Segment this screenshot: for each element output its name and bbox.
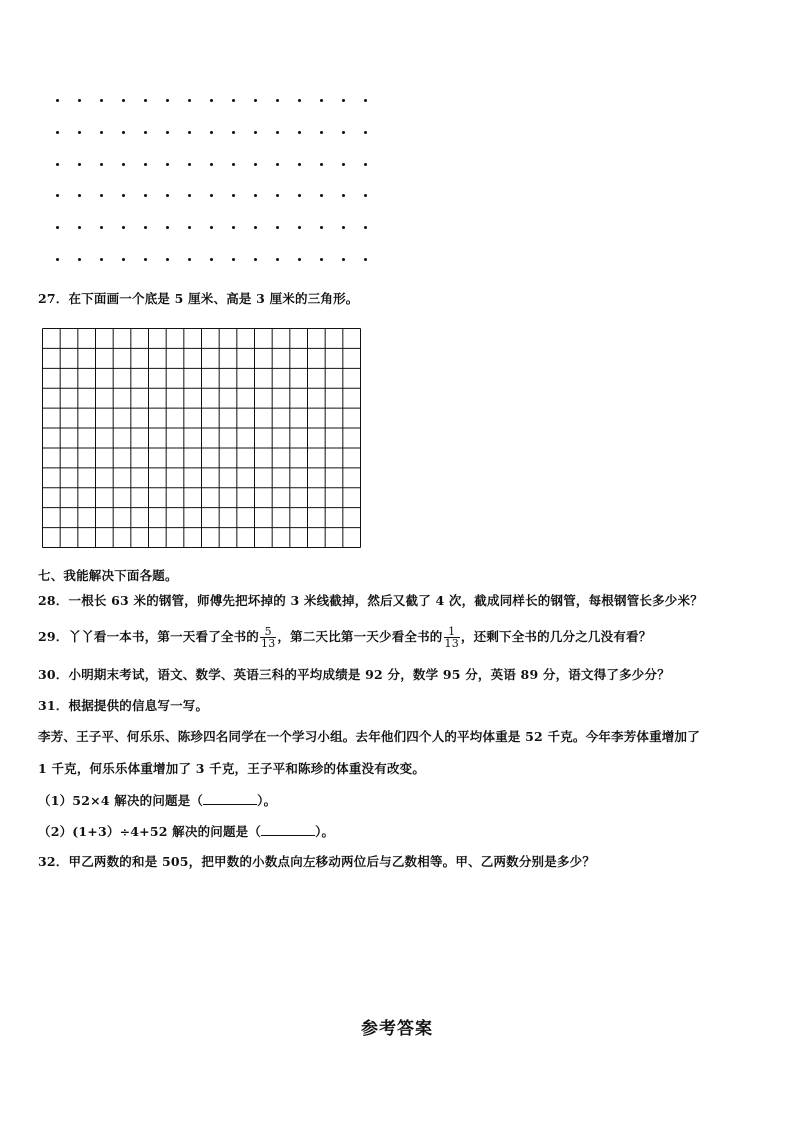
grid-dot <box>188 194 191 197</box>
grid-dot <box>254 163 257 166</box>
grid-dot <box>78 258 81 261</box>
question-29-text-3: ，还剩下全书的几分之几没有看？ <box>460 629 652 644</box>
grid-dot <box>188 258 191 261</box>
question-29-text-1: 29．丫丫看一本书，第一天看了全书的 <box>38 629 259 644</box>
grid-dot <box>298 99 301 102</box>
grid-dot <box>100 163 103 166</box>
grid-dot <box>342 226 345 229</box>
grid-dot <box>144 99 147 102</box>
sub-1-suffix: ）。 <box>257 793 277 808</box>
grid-dot <box>188 163 191 166</box>
fraction-denominator: 13 <box>444 637 459 650</box>
sub-2-suffix: ）。 <box>315 824 335 839</box>
grid-dot <box>144 194 147 197</box>
fraction-denominator: 13 <box>261 637 276 650</box>
grid-dot <box>210 99 213 102</box>
grid-dot <box>276 194 279 197</box>
question-31-paragraph-1: 李芳、王子平、何乐乐、陈珍四名同学在一个学习小组。去年他们四个人的平均体重是 52 千克。今年李芳体重增加了 <box>38 729 700 744</box>
grid-dot <box>298 194 301 197</box>
grid-dot <box>320 194 323 197</box>
question-28: 28．一根长 63 米的钢管，师傅先把坏掉的 3 米线截掉，然后又截了 4 次，截成同样长的钢管，每根钢管长多少米？ <box>38 593 703 608</box>
grid-dot <box>232 163 235 166</box>
grid-dot <box>276 99 279 102</box>
grid-dot <box>320 131 323 134</box>
grid-dot <box>254 258 257 261</box>
grid-dot <box>210 258 213 261</box>
question-29 <box>38 626 651 649</box>
grid-dot <box>298 131 301 134</box>
fraction-numerator: 5 <box>264 625 272 638</box>
question-27: 27．在下面画一个底是 5 厘米、高是 3 厘米的三角形。 <box>38 291 359 306</box>
grid-dot <box>188 99 191 102</box>
question-29-text-2: ，第二天比第一天少看全书的 <box>277 629 443 644</box>
grid-dot <box>100 131 103 134</box>
answer-key-title: 参考答案 <box>361 1019 433 1039</box>
grid-dot <box>232 226 235 229</box>
grid-dot <box>78 226 81 229</box>
grid-dot <box>78 163 81 166</box>
question-31-sub-1 <box>38 792 276 809</box>
grid-dot <box>276 226 279 229</box>
grid-dot <box>100 194 103 197</box>
grid-dot <box>276 258 279 261</box>
grid-dot <box>342 194 345 197</box>
grid-dot <box>56 226 59 229</box>
fraction-1-13 <box>444 626 460 649</box>
grid-dot <box>320 163 323 166</box>
grid-dot <box>254 194 257 197</box>
grid-dot <box>342 99 345 102</box>
grid-dot <box>188 131 191 134</box>
grid-dot <box>100 99 103 102</box>
grid-dot <box>122 258 125 261</box>
grid-dot <box>364 226 367 229</box>
grid-dot <box>144 258 147 261</box>
grid-dot <box>56 163 59 166</box>
grid-dot <box>232 131 235 134</box>
grid-dot <box>122 226 125 229</box>
grid-dot <box>188 226 191 229</box>
grid-dot <box>144 163 147 166</box>
grid-dot <box>78 99 81 102</box>
grid-dot <box>364 258 367 261</box>
grid-dot <box>166 226 169 229</box>
grid-dot <box>254 226 257 229</box>
question-30: 30．小明期末考试，语文、数学、英语三科的平均成绩是 92 分，数学 95 分，英语 89 分，语文得了多少分？ <box>38 667 670 682</box>
grid-dot <box>364 131 367 134</box>
grid-dot <box>276 131 279 134</box>
grid-dot <box>320 226 323 229</box>
fraction-5-13 <box>260 626 276 649</box>
answer-blank-2[interactable] <box>261 823 315 836</box>
grid-dot <box>276 163 279 166</box>
question-32: 32．甲乙两数的和是 505，把甲数的小数点向左移动两位后与乙数相等。甲、乙两数分别是多少？ <box>38 854 596 869</box>
grid-dot <box>166 163 169 166</box>
question-31-paragraph-2: 1 千克，何乐乐体重增加了 3 千克，王子平和陈珍的体重没有改变。 <box>38 761 426 776</box>
grid-dot <box>342 131 345 134</box>
grid-dot <box>210 163 213 166</box>
grid-dot <box>56 131 59 134</box>
grid-dot <box>342 258 345 261</box>
grid-dot <box>298 163 301 166</box>
dot-grid <box>51 96 371 266</box>
grid-dot <box>364 163 367 166</box>
grid-dot <box>210 194 213 197</box>
grid-dot <box>122 99 125 102</box>
grid-dot <box>210 226 213 229</box>
grid-dot <box>166 99 169 102</box>
question-31: 31．根据提供的信息写一写。 <box>38 698 209 713</box>
square-grid <box>42 328 361 548</box>
grid-dot <box>144 131 147 134</box>
grid-dot <box>122 194 125 197</box>
grid-dot <box>166 131 169 134</box>
grid-dot <box>210 131 213 134</box>
question-31-sub-2 <box>38 823 334 840</box>
grid-dot <box>342 163 345 166</box>
grid-dot <box>364 99 367 102</box>
grid-dot <box>78 131 81 134</box>
grid-dot <box>320 258 323 261</box>
grid-dot <box>232 194 235 197</box>
answer-blank-1[interactable] <box>203 792 257 805</box>
grid-dot <box>100 226 103 229</box>
grid-dot <box>100 258 103 261</box>
grid-dot <box>232 258 235 261</box>
grid-dot <box>56 194 59 197</box>
grid-dot <box>254 131 257 134</box>
grid-dot <box>56 258 59 261</box>
fraction-numerator: 1 <box>448 625 456 638</box>
grid-dot <box>122 131 125 134</box>
grid-dot <box>78 194 81 197</box>
grid-dot <box>166 194 169 197</box>
sub-2-prefix: （2）(1+3）÷4+52 解决的问题是（ <box>38 824 262 839</box>
grid-dot <box>122 163 125 166</box>
grid-dot <box>254 99 257 102</box>
section-7-heading: 七、我能解决下面各题。 <box>38 568 178 583</box>
grid-dot <box>364 194 367 197</box>
grid-dot <box>144 226 147 229</box>
grid-dot <box>166 258 169 261</box>
grid-dot <box>232 99 235 102</box>
sub-1-prefix: （1）52×4 解决的问题是（ <box>38 793 204 808</box>
grid-dot <box>56 99 59 102</box>
grid-dot <box>298 226 301 229</box>
grid-dot <box>320 99 323 102</box>
grid-dot <box>298 258 301 261</box>
